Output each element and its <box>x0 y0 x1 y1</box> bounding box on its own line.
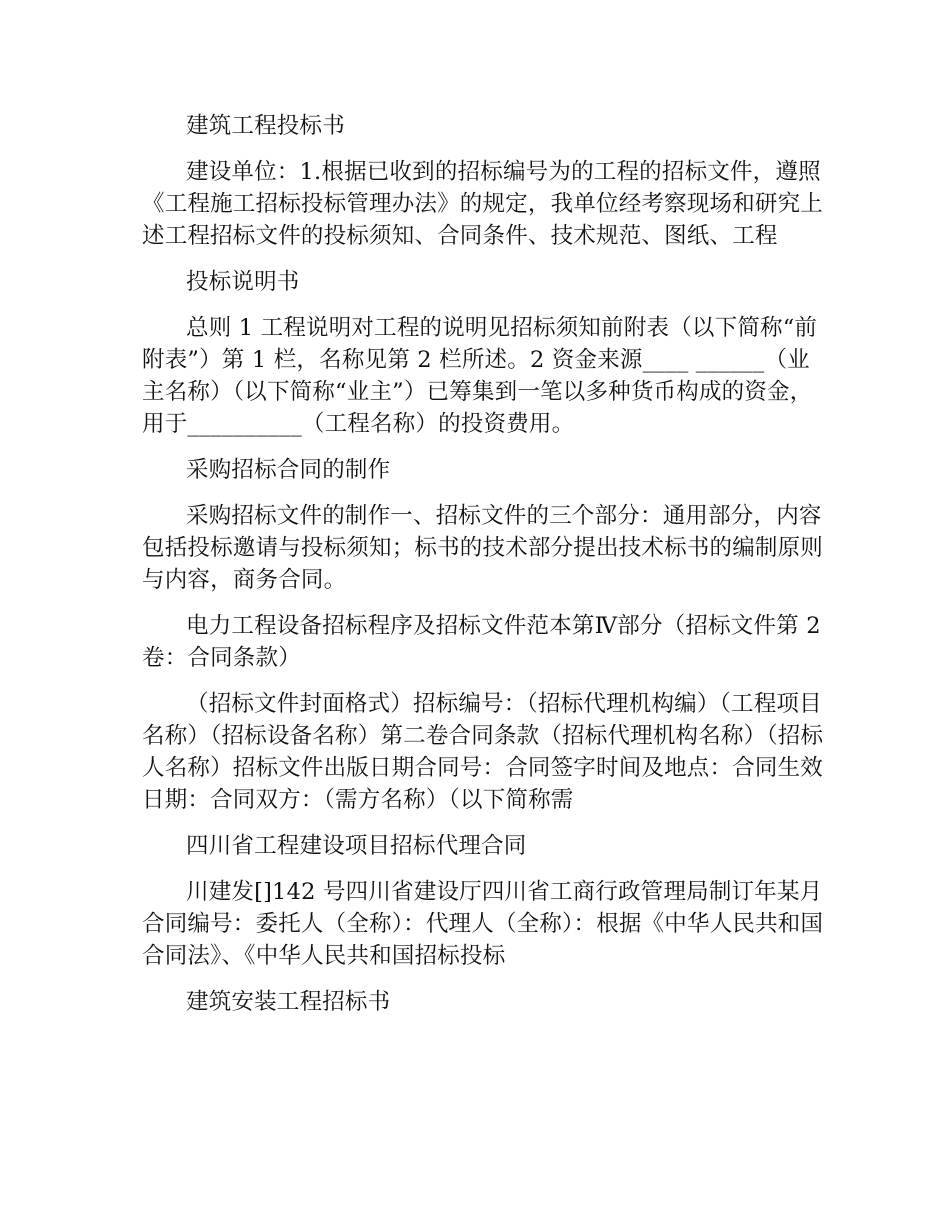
paragraph-bid-letter: 建设单位：1.根据已收到的招标编号为的工程的招标文件，遵照《工程施工招标投标管理办法》的规定，我单位经考察现场和研究上述工程招标文件的投标须知、合同条件、技术规范、图纸、工程 <box>142 159 824 249</box>
paragraph-power-equipment: 电力工程设备招标程序及招标文件范本第Ⅳ部分（招标文件第 2 卷：合同条款） <box>142 613 829 671</box>
paragraph-sichuan-contract: 川建发[]142 号四川省建设厅四川省工商行政管理局制订年某月合同编号：委托人（全称）：代理人（全称）：根据《中华人民共和国合同法》、《中华人民共和国招标投标 <box>142 879 824 969</box>
paragraph-procurement-docs: 采购招标文件的制作一、招标文件的三个部分：通用部分，内容包括投标邀请与投标须知；标书的技术部分提出技术标书的编制原则与内容，商务合同。 <box>142 503 824 593</box>
paragraph-general-rules: 总则 1 工程说明对工程的说明见招标须知前附表（以下简称“前附表”）第 1 栏，名称见第 2 栏所述。2 资金来源____ ______（业主名称）（以下简称“业主”）已筹集到一笔以多种货币构成的资金，用于__________（工程名称）的投资费用。 <box>142 315 818 437</box>
section-heading-installation-tender: 建筑安装工程招标书 <box>186 989 391 1015</box>
section-heading-sichuan-contract: 四川省工程建设项目招标代理合同 <box>186 833 527 859</box>
document-title: 建筑工程投标书 <box>186 113 345 139</box>
paragraph-cover-format: （招标文件封面格式）招标编号：（招标代理机构编）（工程项目名称）（招标设备名称）第二卷合同条款（招标代理机构名称）（招标人名称）招标文件出版日期合同号：合同签字时间及地点：合同生效日期：合同双方：（需方名称）（以下简称需 <box>142 691 824 813</box>
section-heading-bid-instructions: 投标说明书 <box>186 269 300 295</box>
section-heading-procurement-contract: 采购招标合同的制作 <box>186 457 391 483</box>
document-page <box>142 110 832 1032</box>
